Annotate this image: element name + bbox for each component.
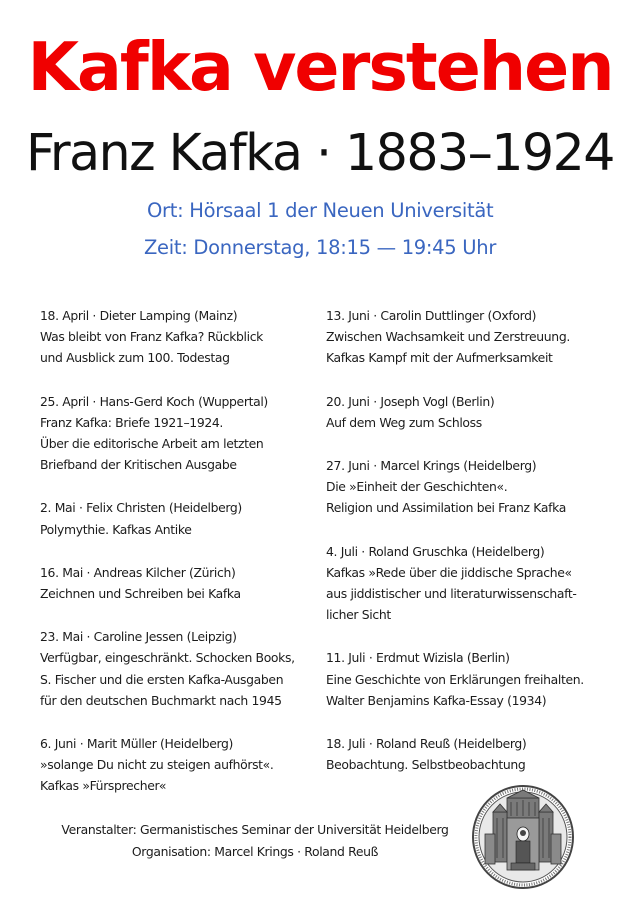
organization-line: Organisation: Marcel Krings · Roland Reuß (131, 844, 379, 859)
event-topic-line: Franz Kafka: Briefe 1921–1924. (40, 414, 224, 430)
event-topic-line: Briefband der Kritischen Ausgabe (40, 457, 237, 473)
event-topic-line: Was bleibt von Franz Kafka? Rückblick (40, 329, 264, 345)
program-event (40, 305, 330, 369)
event-date-speaker: 25. April · Hans-Gerd Koch (Wuppertal) (40, 393, 268, 409)
event-topic-line: Kafkas Kampf mit der Aufmerksamkeit (326, 350, 553, 366)
poster-title: Kafka verstehen (27, 28, 613, 106)
event-date-speaker: 16. Mai · Andreas Kilcher (Zürich) (40, 564, 236, 580)
event-topic-line: Zeichnen und Schreiben bei Kafka (40, 586, 241, 602)
event-topic-line: Kafkas »Fürsprecher« (40, 778, 167, 794)
program-event (326, 541, 626, 626)
event-location: Ort: Hörsaal 1 der Neuen Universität (147, 199, 494, 222)
program-event (326, 391, 626, 433)
university-seal-icon (471, 784, 575, 890)
event-topic-line: Über die editorische Arbeit am letzten (40, 436, 264, 452)
event-topic-line: Polymythie. Kafkas Antike (40, 521, 192, 537)
program-event (40, 391, 330, 476)
program-column-left (40, 305, 330, 819)
program-event (40, 626, 330, 711)
event-date-speaker: 6. Juni · Marit Müller (Heidelberg) (40, 736, 234, 752)
program-event (326, 305, 626, 369)
event-topic-line: Beobachtung. Selbstbeobachtung (326, 757, 526, 773)
event-date-speaker: 27. Juni · Marcel Krings (Heidelberg) (326, 458, 537, 474)
event-topic-line: Walter Benjamins Kafka-Essay (1934) (326, 692, 547, 708)
event-date-speaker: 2. Mai · Felix Christen (Heidelberg) (40, 500, 242, 516)
organizer-line: Veranstalter: Germanistisches Seminar der Universität Heidelberg (61, 822, 449, 837)
event-time: Zeit: Donnerstag, 18:15 — 19:45 Uhr (144, 236, 497, 259)
event-topic-line: und Ausblick zum 100. Todestag (40, 350, 230, 366)
event-topic-line: Zwischen Wachsamkeit und Zerstreuung. (326, 329, 570, 345)
event-topic-line: »solange Du nicht zu steigen aufhörst«. (40, 757, 274, 773)
event-date-speaker: 18. April · Dieter Lamping (Mainz) (40, 308, 238, 323)
event-topic-line: Verfügbar, eingeschränkt. Schocken Books, (40, 650, 295, 666)
program-event (40, 562, 330, 604)
event-topic-line: Auf dem Weg zum Schloss (326, 414, 482, 430)
program-event (326, 647, 626, 711)
program-column-right (326, 305, 626, 797)
event-date-speaker: 23. Mai · Caroline Jessen (Leipzig) (40, 629, 237, 645)
event-topic-line: aus jiddistischer und literaturwissenschaft- (326, 586, 577, 602)
event-topic-line: licher Sicht (326, 607, 391, 623)
event-topic-line: für den deutschen Buchmarkt nach 1945 (40, 692, 282, 708)
program-event (40, 497, 330, 539)
event-topic-line: Die »Einheit der Geschichten«. (326, 479, 508, 495)
event-date-speaker: 13. Juni · Carolin Duttlinger (Oxford) (326, 308, 537, 323)
program-event (40, 733, 330, 797)
program-event (326, 455, 626, 519)
event-date-speaker: 11. Juli · Erdmut Wizisla (Berlin) (326, 650, 510, 666)
event-date-speaker: 18. Juli · Roland Reuß (Heidelberg) (326, 736, 527, 752)
event-topic-line: Eine Geschichte von Erklärungen freihalten. (326, 671, 584, 687)
poster-subtitle: Franz Kafka · 1883–1924 (26, 123, 614, 182)
program-event (326, 733, 626, 775)
event-date-speaker: 20. Juni · Joseph Vogl (Berlin) (326, 393, 495, 409)
event-topic-line: Kafkas »Rede über die jiddische Sprache« (326, 564, 572, 580)
event-topic-line: Religion und Assimilation bei Franz Kafka (326, 500, 566, 516)
event-topic-line: S. Fischer und die ersten Kafka-Ausgaben (40, 671, 284, 687)
event-date-speaker: 4. Juli · Roland Gruschka (Heidelberg) (326, 543, 545, 559)
